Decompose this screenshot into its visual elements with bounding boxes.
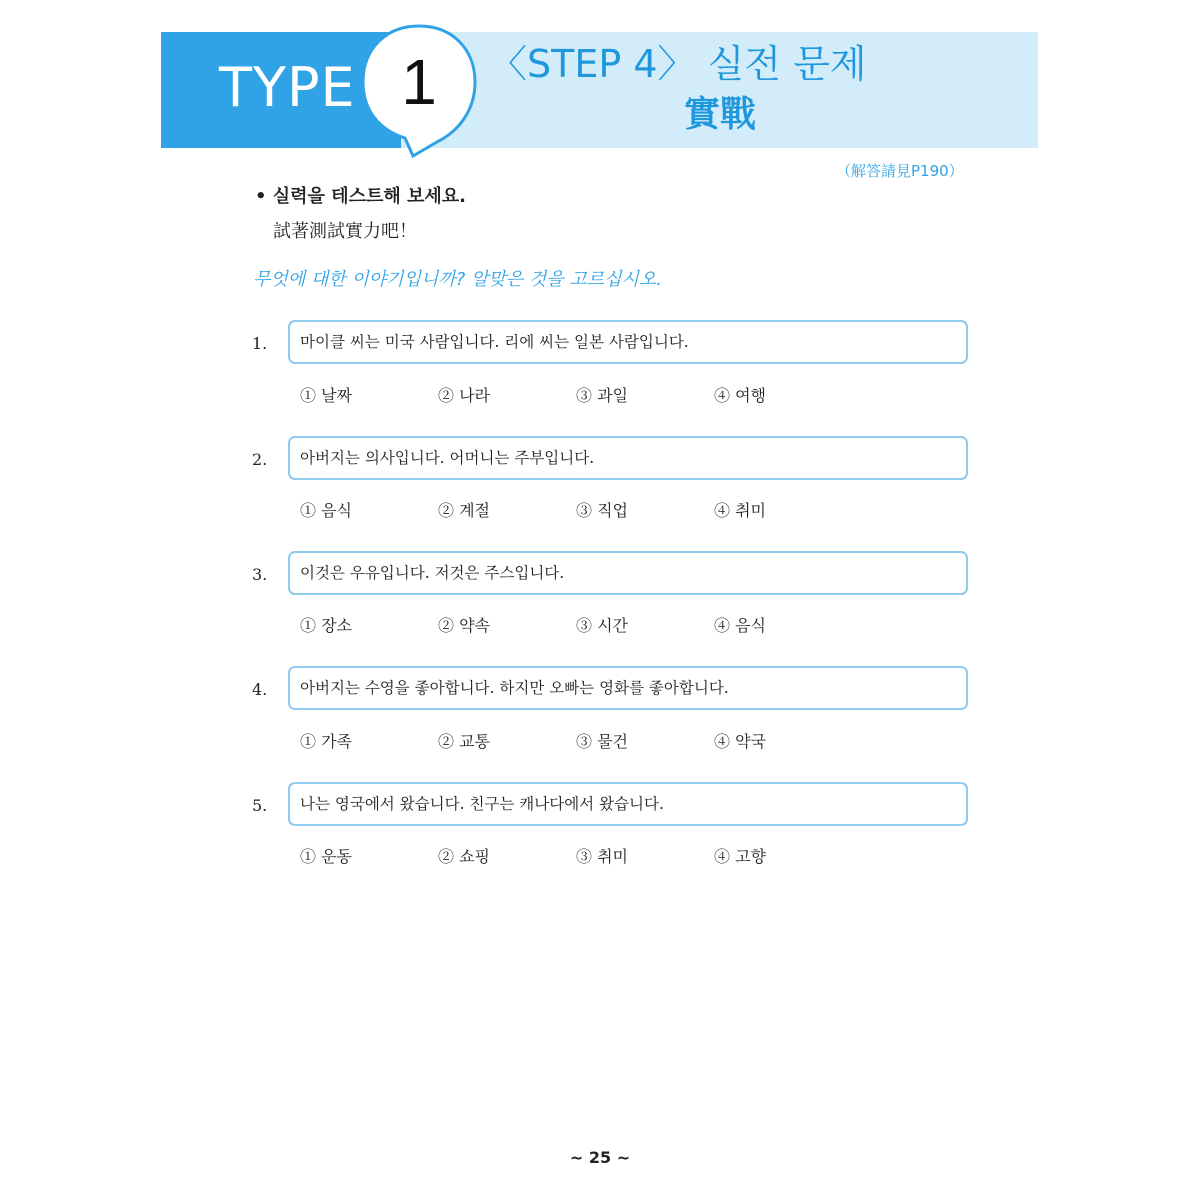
answer-reference: （解答請見P190） (836, 162, 964, 180)
question-box: 이것은 우유입니다. 저것은 주스입니다. (288, 551, 968, 595)
option-1[interactable]: ① 가족 (300, 732, 352, 751)
question-box: 나는 영국에서 왔습니다. 친구는 캐나다에서 왔습니다. (288, 782, 968, 826)
question-number: 2. (252, 450, 268, 469)
option-3[interactable]: ③ 직업 (576, 501, 628, 520)
option-3[interactable]: ③ 과일 (576, 386, 628, 405)
option-1[interactable]: ① 운동 (300, 847, 352, 866)
question-prompt: 무엇에 대한 이야기입니까? 알맞은 것을 고르십시오. (253, 269, 663, 290)
type-number: 1 (401, 46, 437, 118)
instruction-chinese: 試著測試實力吧！ (273, 221, 417, 242)
question-number: 4. (252, 680, 268, 699)
question-box: 마이클 씨는 미국 사람입니다. 리에 씨는 일본 사람입니다. (288, 320, 968, 364)
option-2[interactable]: ② 쇼핑 (438, 847, 490, 866)
option-2[interactable]: ② 계절 (438, 501, 490, 520)
option-2[interactable]: ② 교통 (438, 732, 490, 751)
option-4[interactable]: ④ 여행 (714, 386, 766, 405)
question-number: 5. (252, 796, 268, 815)
option-1[interactable]: ① 장소 (300, 616, 352, 635)
page-number: ~ 25 ~ (569, 1148, 631, 1167)
question-box: 아버지는 의사입니다. 어머니는 주부입니다. (288, 436, 968, 480)
option-4[interactable]: ④ 취미 (714, 501, 766, 520)
option-2[interactable]: ② 약속 (438, 616, 490, 635)
speech-bubble-icon (357, 20, 481, 160)
type-label: TYPE (219, 56, 356, 119)
option-3[interactable]: ③ 시간 (576, 616, 628, 635)
option-3[interactable]: ③ 물건 (576, 732, 628, 751)
option-2[interactable]: ② 나라 (438, 386, 490, 405)
option-4[interactable]: ④ 고향 (714, 847, 766, 866)
option-1[interactable]: ① 날짜 (300, 386, 352, 405)
question-number: 3. (252, 565, 268, 584)
option-4[interactable]: ④ 약국 (714, 732, 766, 751)
instruction-korean: • 실력을 테스트해 보세요. (255, 186, 467, 207)
option-1[interactable]: ① 음식 (300, 501, 352, 520)
option-3[interactable]: ③ 취미 (576, 847, 628, 866)
question-box: 아버지는 수영을 좋아합니다. 하지만 오빠는 영화를 좋아합니다. (288, 666, 968, 710)
step-title: 〈STEP 4〉 실전 문제 (489, 42, 867, 86)
question-number: 1. (252, 334, 268, 353)
step-subtitle: 實戰 (684, 94, 757, 135)
option-4[interactable]: ④ 음식 (714, 616, 766, 635)
